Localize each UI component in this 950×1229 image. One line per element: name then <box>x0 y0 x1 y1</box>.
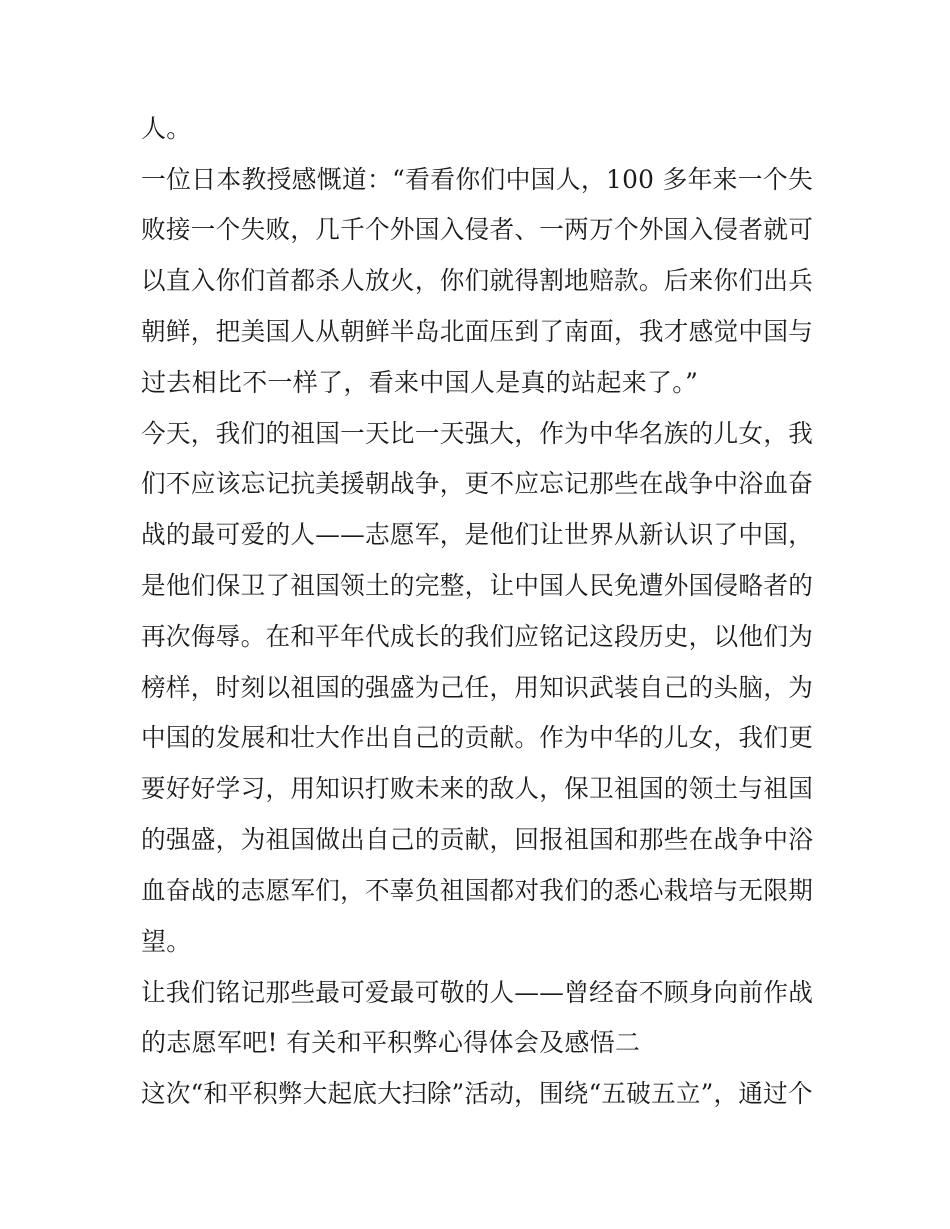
text-line: 过去相比不一样了，看来中国人是真的站起来了。” <box>141 368 699 397</box>
text-line: 再次侮辱。在和平年代成长的我们应铭记这段历史，以他们为 <box>141 622 814 651</box>
text-line: 血奋战的志愿军们，不辜负祖国都对我们的悉心栽培与无限期 <box>141 876 814 905</box>
text-line: 的志愿军吧! 有关和平积弊心得体会及感悟二 <box>141 1028 641 1057</box>
text-line: 战的最可爱的人——志愿军，是他们让世界从新认识了中国， <box>141 520 814 549</box>
text-line: 望。 <box>141 927 192 956</box>
text-line: 中国的发展和壮大作出自己的贡献。作为中华的儿女，我们更 <box>141 723 814 752</box>
text-line: 这次“和平积弊大起底大扫除”活动，围绕“五破五立”，通过个 <box>141 1079 813 1108</box>
text-line: 今天，我们的祖国一天比一天强大，作为中华名族的儿女，我 <box>141 419 814 448</box>
text-line: 一位日本教授感慨道：“看看你们中国人，100 多年来一个失 <box>141 165 814 194</box>
text-line: 以直入你们首都杀人放火，你们就得割地赔款。后来你们出兵 <box>141 266 814 295</box>
text-line: 榜样，时刻以祖国的强盛为己任，用知识武装自己的头脑，为 <box>141 673 814 702</box>
text-line: 人。 <box>141 114 192 143</box>
text-line: 的强盛，为祖国做出自己的贡献，回报祖国和那些在战争中浴 <box>141 825 814 854</box>
text-line: 让我们铭记那些最可爱最可敬的人——曾经奋不顾身向前作战 <box>141 978 814 1007</box>
text-line: 是他们保卫了祖国领土的完整，让中国人民免遭外国侵略者的 <box>141 571 814 600</box>
text-line: 们不应该忘记抗美援朝战争，更不应忘记那些在战争中浴血奋 <box>141 469 814 498</box>
text-line: 败接一个失败，几千个外国入侵者、一两万个外国入侵者就可 <box>141 215 814 244</box>
text-line: 要好好学习，用知识打败未来的敌人，保卫祖国的领土与祖国 <box>141 774 814 803</box>
text-line: 朝鲜，把美国人从朝鲜半岛北面压到了南面，我才感觉中国与 <box>141 317 814 346</box>
